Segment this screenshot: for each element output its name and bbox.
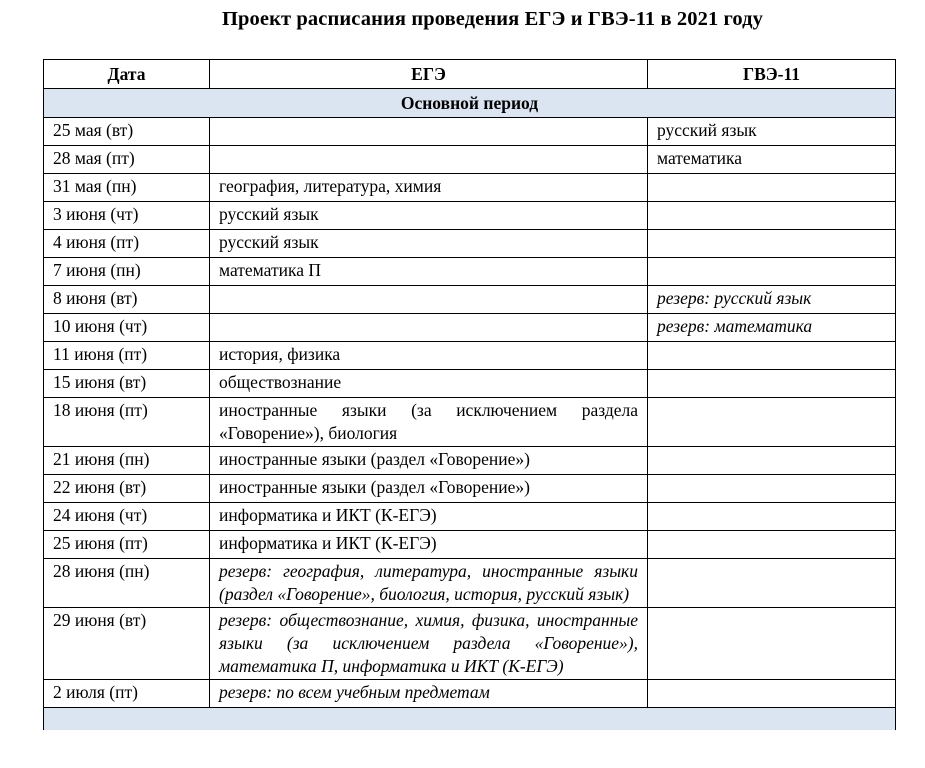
cell-date: 29 июня (вт) xyxy=(44,608,210,680)
cell-ege xyxy=(210,286,648,314)
table-row xyxy=(44,398,896,447)
cell-date: 7 июня (пн) xyxy=(44,258,210,286)
cell-gve xyxy=(648,559,896,608)
cell-ege: иностранные языки (раздел «Говорение») xyxy=(210,475,648,503)
table-body xyxy=(44,89,896,731)
column-header-date: Дата xyxy=(44,60,210,89)
cell-ege: резерв: обществознание, химия, физика, иностранные языки (за исключением раздела «Говорение»), математика П, информатика и ИКТ (К-ЕГЭ) xyxy=(210,608,648,680)
document-title: Проект расписания проведения ЕГЭ и ГВЭ-11 в 2021 году xyxy=(222,8,763,30)
cell-gve xyxy=(648,202,896,230)
cell-ege: история, физика xyxy=(210,342,648,370)
cell-gve xyxy=(648,475,896,503)
cell-date: 15 июня (вт) xyxy=(44,370,210,398)
table-row xyxy=(44,608,896,680)
table-row xyxy=(44,314,896,342)
cell-date: 31 мая (пн) xyxy=(44,174,210,202)
cell-gve xyxy=(648,174,896,202)
cell-date: 22 июня (вт) xyxy=(44,475,210,503)
cell-ege: математика П xyxy=(210,258,648,286)
cell-ege: информатика и ИКТ (К-ЕГЭ) xyxy=(210,503,648,531)
table-row xyxy=(44,342,896,370)
cell-ege xyxy=(210,314,648,342)
cell-gve xyxy=(648,370,896,398)
table-row xyxy=(44,230,896,258)
cell-gve xyxy=(648,531,896,559)
cell-ege: резерв: география, литература, иностранные языки (раздел «Говорение», биология, история, русский язык) xyxy=(210,559,648,608)
cell-ege xyxy=(210,118,648,146)
cell-ege: резерв: по всем учебным предметам xyxy=(210,680,648,708)
cell-date: 8 июня (вт) xyxy=(44,286,210,314)
cell-ege: информатика и ИКТ (К-ЕГЭ) xyxy=(210,531,648,559)
column-header-gve: ГВЭ-11 xyxy=(648,60,896,89)
cell-gve xyxy=(648,680,896,708)
cell-date: 4 июня (пт) xyxy=(44,230,210,258)
cell-gve xyxy=(648,258,896,286)
cell-date: 18 июня (пт) xyxy=(44,398,210,447)
cell-ege xyxy=(210,146,648,174)
cell-gve xyxy=(648,398,896,447)
table-row xyxy=(44,680,896,708)
cell-date: 11 июня (пт) xyxy=(44,342,210,370)
cell-date: 25 мая (вт) xyxy=(44,118,210,146)
table-row xyxy=(44,118,896,146)
cell-ege: обществознание xyxy=(210,370,648,398)
cell-gve xyxy=(648,342,896,370)
table-row xyxy=(44,531,896,559)
cell-gve xyxy=(648,447,896,475)
cell-date: 25 июня (пт) xyxy=(44,531,210,559)
next-period-label xyxy=(44,708,896,731)
cell-gve xyxy=(648,608,896,680)
table-row xyxy=(44,370,896,398)
table-row xyxy=(44,146,896,174)
period-header-row xyxy=(44,89,896,118)
column-header-ege: ЕГЭ xyxy=(210,60,648,89)
table-row xyxy=(44,475,896,503)
cell-date: 2 июля (пт) xyxy=(44,680,210,708)
cell-gve xyxy=(648,503,896,531)
table-row xyxy=(44,258,896,286)
cell-date: 28 мая (пт) xyxy=(44,146,210,174)
cell-ege: русский язык xyxy=(210,202,648,230)
cell-gve: русский язык xyxy=(648,118,896,146)
cell-gve xyxy=(648,230,896,258)
table-row xyxy=(44,559,896,608)
cell-date: 28 июня (пн) xyxy=(44,559,210,608)
table-row xyxy=(44,174,896,202)
table-row xyxy=(44,202,896,230)
table-row xyxy=(44,286,896,314)
cell-date: 21 июня (пн) xyxy=(44,447,210,475)
exam-schedule-table xyxy=(43,59,896,730)
cell-gve: математика xyxy=(648,146,896,174)
cell-gve: резерв: математика xyxy=(648,314,896,342)
next-period-header-row xyxy=(44,708,896,731)
cell-ege: русский язык xyxy=(210,230,648,258)
cell-gve: резерв: русский язык xyxy=(648,286,896,314)
cell-ege: иностранные языки (раздел «Говорение») xyxy=(210,447,648,475)
cell-ege: география, литература, химия xyxy=(210,174,648,202)
period-label: Основной период xyxy=(44,89,896,118)
cell-date: 10 июня (чт) xyxy=(44,314,210,342)
cell-ege: иностранные языки (за исключением раздела «Говорение»), биология xyxy=(210,398,648,447)
table-row xyxy=(44,447,896,475)
cell-date: 3 июня (чт) xyxy=(44,202,210,230)
table-row xyxy=(44,503,896,531)
table-header-row xyxy=(44,60,896,89)
cell-date: 24 июня (чт) xyxy=(44,503,210,531)
